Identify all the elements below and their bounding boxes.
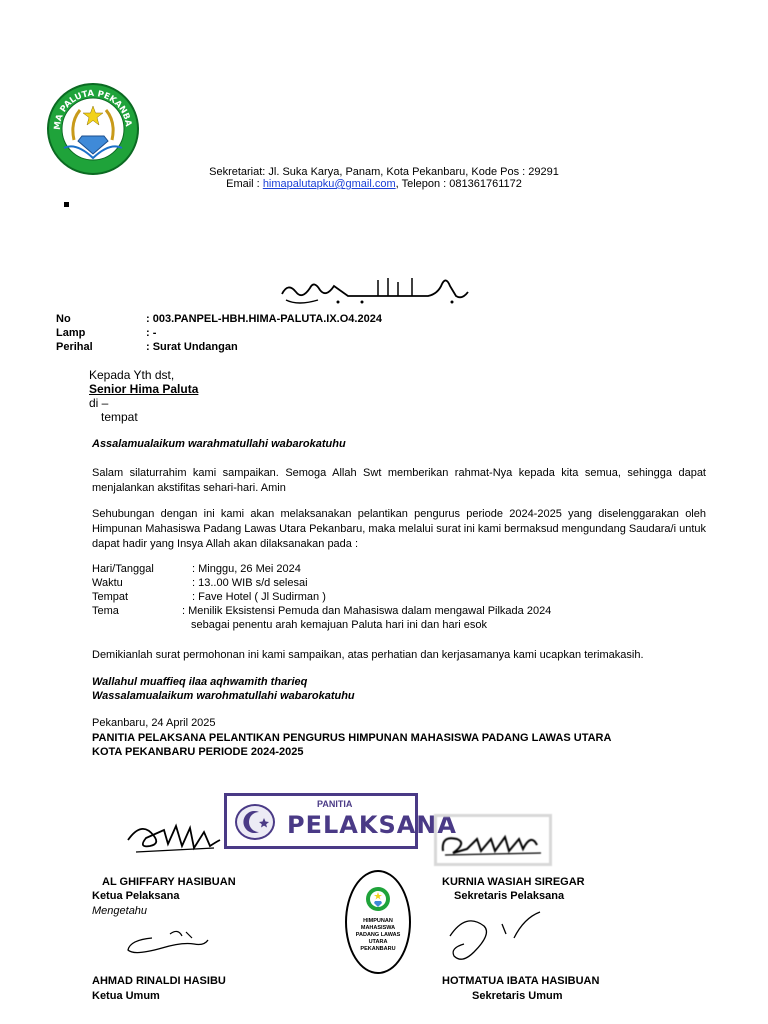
- stray-mark: [64, 202, 69, 207]
- signature-ketua-pelaksana: [124, 812, 224, 862]
- stamp-main-text: PELAKSANA: [287, 811, 457, 839]
- closing-paragraph: Demikianlah surat permohonan ini kami sampaikan, atas perhatian dan kerjasamanya kami ucapkan terimakasih.: [92, 649, 644, 661]
- organization-logo: [46, 82, 140, 176]
- stamp-top-text: PANITIA: [317, 799, 353, 809]
- time-value: : 13..00 WIB s/d selesai: [192, 577, 308, 589]
- perihal-label: Perihal: [56, 341, 93, 353]
- time-label: Waktu: [92, 577, 123, 589]
- logo-text: MA PALUTA PEKANBA: [52, 88, 133, 131]
- committee-title-line2: KOTA PEKANBARU PERIODE 2024-2025: [92, 746, 304, 758]
- theme-value-line2: sebagai penentu arah kemajuan Paluta hari ini dan hari esok: [191, 619, 487, 631]
- perihal-value: : Surat Undangan: [146, 341, 238, 353]
- closing-salam: Wassalamualaikum warohmatullahi wabarokatuhu: [92, 690, 355, 702]
- recipient-place: tempat: [101, 410, 138, 424]
- theme-value: : Menilik Eksistensi Pemuda dan Mahasiswa dalam mengawal Pilkada 2024: [182, 605, 552, 617]
- round-stamp-line: PADANG LAWAS: [355, 932, 401, 938]
- no-value: : 003.PANPEL-HBH.HIMA-PALUTA.IX.O4.2024: [146, 313, 382, 325]
- round-stamp-line: HIMPUNAN: [363, 918, 393, 924]
- basmalah-calligraphy: [278, 272, 474, 308]
- signer4-role: Sekretaris Umum: [472, 990, 563, 1002]
- signature-ketua-umum: [122, 920, 212, 962]
- date-value: : Minggu, 26 Mei 2024: [192, 563, 301, 575]
- wallahul-line: Wallahul muaffieq ilaa aqhwamith tharieq: [92, 676, 308, 688]
- no-label: No: [56, 313, 71, 325]
- committee-title-line1: PANITIA PELAKSANA PELANTIKAN PENGURUS HIMPUNAN MAHASISWA PADANG LAWAS UTARA: [92, 732, 612, 744]
- signature-sekretaris-pelaksana: [434, 814, 552, 866]
- letter-meta: [56, 313, 456, 359]
- signer2-role: Sekretaris Pelaksana: [454, 890, 565, 902]
- signer3-role: Ketua Umum: [92, 990, 160, 1002]
- signer3-name: AHMAD RINALDI HASIBU: [92, 975, 226, 987]
- signer1-name: AL GHIFFARY HASIBUAN: [102, 876, 236, 888]
- date-label: Hari/Tanggal: [92, 563, 154, 575]
- round-stamp-text: [347, 918, 409, 953]
- paragraph-invitation: Sehubungan dengan ini kami akan melaksanakan pelantikan pengurus periode 2024-2025 yang diselenggarakan oleh Himpunan Mahasiswa Padang Lawas Utara Pekanbaru, maka melalui surat ini kami bermaksud mengundang Saudara/i untuk dapat hadir yang Insya Allah akan dilaksanakan pada :: [92, 508, 706, 550]
- round-stamp-line: PEKANBARU: [360, 946, 396, 952]
- committee-stamp: [224, 793, 457, 849]
- email-link[interactable]: himapalutapku@gmail.com: [262, 178, 396, 190]
- recipient-greeting: Kepada Yth dst,: [89, 368, 175, 382]
- opening-salam: Assalamualaikum warahmatullahi wabarokatuhu: [92, 438, 346, 450]
- acknowledged-label: Mengetahu: [92, 905, 148, 917]
- letterhead-address: Sekretariat: Jl. Suka Karya, Panam, Kota Pekanbaru, Kode Pos : 29291: [209, 166, 559, 178]
- round-stamp-line: MAHASISWA: [360, 925, 396, 931]
- place-value: : Fave Hotel ( Jl Sudirman ): [192, 591, 326, 603]
- event-details: [92, 562, 612, 632]
- letterhead-contact: [0, 178, 758, 190]
- phone-text: , Telepon : 081361761172: [395, 178, 522, 190]
- paragraph-greeting: Salam silaturrahim kami sampaikan. Semoga Allah Swt memberikan rahmat-Nya kepada kita semua, sehingga dapat menjalankan akstifitas sehari-hari. Amin: [92, 467, 706, 494]
- theme-label: Tema: [92, 605, 119, 617]
- recipient-name: Senior Hima Paluta: [89, 382, 199, 396]
- signer1-role: Ketua Pelaksana: [92, 890, 180, 902]
- round-stamp: [345, 870, 411, 974]
- round-stamp-line: UTARA: [368, 939, 388, 945]
- signer4-name: HOTMATUA IBATA HASIBUAN: [442, 975, 600, 987]
- round-stamp-logo-icon: [365, 886, 391, 912]
- letter-date: Pekanbaru, 24 April 2025: [92, 717, 216, 729]
- place-label: Tempat: [92, 591, 129, 603]
- stamp-emblem-icon: [235, 804, 275, 840]
- signer2-name: KURNIA WASIAH SIREGAR: [442, 876, 585, 888]
- signature-sekretaris-umum: [444, 908, 544, 968]
- recipient-di: di –: [89, 396, 109, 410]
- lamp-label: Lamp: [56, 327, 86, 339]
- lamp-value: : -: [146, 327, 157, 339]
- email-label: Email :: [226, 178, 263, 190]
